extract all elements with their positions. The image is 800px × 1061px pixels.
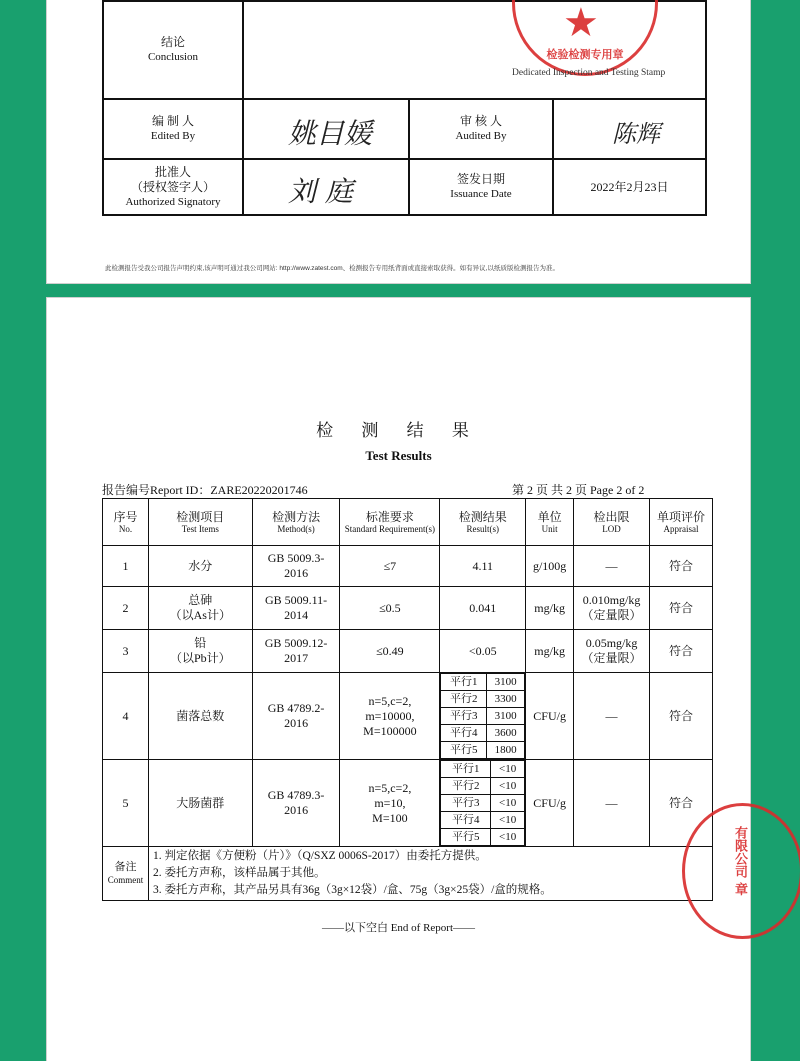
end-of-report: ——以下空白 End of Report—— xyxy=(321,922,476,934)
header-lod: 检出限 LOD xyxy=(574,499,650,546)
row-requirement: ≤7 xyxy=(340,546,440,587)
row-appraisal: 符合 xyxy=(650,630,713,673)
row-method: GB 4789.2- 2016 xyxy=(252,673,340,760)
row-no: 2 xyxy=(103,587,149,630)
row-result: 4.11 xyxy=(440,546,526,587)
parallel-results: 平行1 3100 平行2 3300 平行3 3100 平行4 3600 平行5 1800 xyxy=(440,673,525,759)
row-unit: mg/kg xyxy=(526,630,574,673)
row-appraisal: 符合 xyxy=(650,673,713,760)
notes-label: 备注 Comment xyxy=(103,847,149,901)
star-icon: ★ xyxy=(563,0,599,46)
row-unit: g/100g xyxy=(526,546,574,587)
header-methods: 检测方法 Method(s) xyxy=(252,499,340,546)
row-no: 4 xyxy=(103,673,149,760)
company-stamp: 有限公司 章 xyxy=(682,803,800,939)
authorized-signature: 刘 庭 xyxy=(243,159,409,215)
row-method: GB 4789.3- 2016 xyxy=(252,760,340,847)
row-unit: CFU/g xyxy=(526,760,574,847)
header-no: 序号 No. xyxy=(103,499,149,546)
stamp-caption: Dedicated Inspection and Testing Stamp xyxy=(512,68,666,78)
table-row xyxy=(103,760,713,847)
conclusion-label: 结论 Conclusion xyxy=(103,1,243,99)
row-method: GB 5009.11- 2014 xyxy=(252,587,340,630)
edited-by-label: 编 制 人 Edited By xyxy=(103,99,243,159)
row-unit: CFU/g xyxy=(526,673,574,760)
row-appraisal: 符合 xyxy=(650,760,713,847)
table-row xyxy=(103,673,713,760)
row-item: 总砷 （以As计） xyxy=(148,587,252,630)
note-line: 1. 判定依据《方便粉（片）》（Q/SXZ 0006S-2017）由委托方提供。 xyxy=(152,850,487,862)
row-appraisal: 符合 xyxy=(650,587,713,630)
row-requirement: n=5,c=2, m=10000, M=100000 xyxy=(340,673,440,760)
row-item: 大肠菌群 xyxy=(148,760,252,847)
row-no: 1 xyxy=(103,546,149,587)
row-unit: mg/kg xyxy=(526,587,574,630)
audited-by-signature: 陈辉 xyxy=(553,99,706,159)
row-lod: 0.05mg/kg （定量限） xyxy=(574,630,650,673)
row-item: 水分 xyxy=(148,546,252,587)
row-lod: 0.010mg/kg （定量限） xyxy=(574,587,650,630)
row-result: 0.041 xyxy=(440,587,526,630)
row-requirement: ≤0.5 xyxy=(340,587,440,630)
issuance-date-label: 签发日期 Issuance Date xyxy=(409,159,553,215)
row-appraisal: 符合 xyxy=(650,546,713,587)
report-id: 报告编号Report ID：ZARE20220201746 xyxy=(102,483,308,497)
row-no: 3 xyxy=(103,630,149,673)
row-item: 菌落总数 xyxy=(148,673,252,760)
parallel-results: 平行1 <10 平行2 <10 平行3 <10 平行4 <10 平行5 <10 xyxy=(440,760,525,846)
page-number: 第 2 页 共 2 页 Page 2 of 2 xyxy=(512,483,645,497)
issuance-date-value: 2022年2月23日 xyxy=(553,159,706,215)
header-results: 检测结果 Result(s) xyxy=(440,499,526,546)
row-item: 铅 （以Pb计） xyxy=(148,630,252,673)
row-method: GB 5009.3- 2016 xyxy=(252,546,340,587)
audited-by-label: 审 核 人 Audited By xyxy=(409,99,553,159)
results-table xyxy=(102,498,713,901)
table-row xyxy=(103,546,713,587)
edited-by-signature: 姚目媛 xyxy=(243,99,409,159)
page-subtitle: Test Results xyxy=(365,448,432,463)
report-page-1 xyxy=(47,0,750,283)
page-title: 检 测 结 果 xyxy=(316,421,481,440)
row-result-parallels xyxy=(440,760,526,847)
row-lod: — xyxy=(574,546,650,587)
notes-content xyxy=(148,847,712,901)
notes-row xyxy=(103,847,713,901)
table-header-row xyxy=(103,499,713,546)
row-lod: — xyxy=(574,760,650,847)
header-unit: 单位 Unit xyxy=(526,499,574,546)
report-page-2 xyxy=(47,298,750,1061)
inspection-stamp: ★ 检验检测专用章 xyxy=(512,0,658,76)
row-result-parallels xyxy=(440,673,526,760)
report-disclaimer: 此检测报告受我公司报告声明约束,该声明可通过我公司网站: http://www.zatest.com、检测报告专用纸背面或直接索取获得。如有异议,以纸质版检测报告为准。 xyxy=(105,265,559,272)
header-requirements: 标准要求 Standard Requirement(s) xyxy=(340,499,440,546)
note-line: 3. 委托方声称，其产品另具有36g（3g×12袋）/盒、75g（3g×25袋）/盒的规格。 xyxy=(152,884,552,896)
row-requirement: n=5,c=2, m=10, M=100 xyxy=(340,760,440,847)
note-line: 2. 委托方声称，该样品属于其他。 xyxy=(152,867,326,879)
row-lod: — xyxy=(574,673,650,760)
header-appraisal: 单项评价 Appraisal xyxy=(650,499,713,546)
table-row xyxy=(103,587,713,630)
header-test-items: 检测项目 Test Items xyxy=(148,499,252,546)
table-row xyxy=(103,630,713,673)
row-requirement: ≤0.49 xyxy=(340,630,440,673)
row-result: <0.05 xyxy=(440,630,526,673)
authorized-signatory-label: 批准人 （授权签字人） Authorized Signatory xyxy=(103,159,243,215)
row-method: GB 5009.12- 2017 xyxy=(252,630,340,673)
row-no: 5 xyxy=(103,760,149,847)
